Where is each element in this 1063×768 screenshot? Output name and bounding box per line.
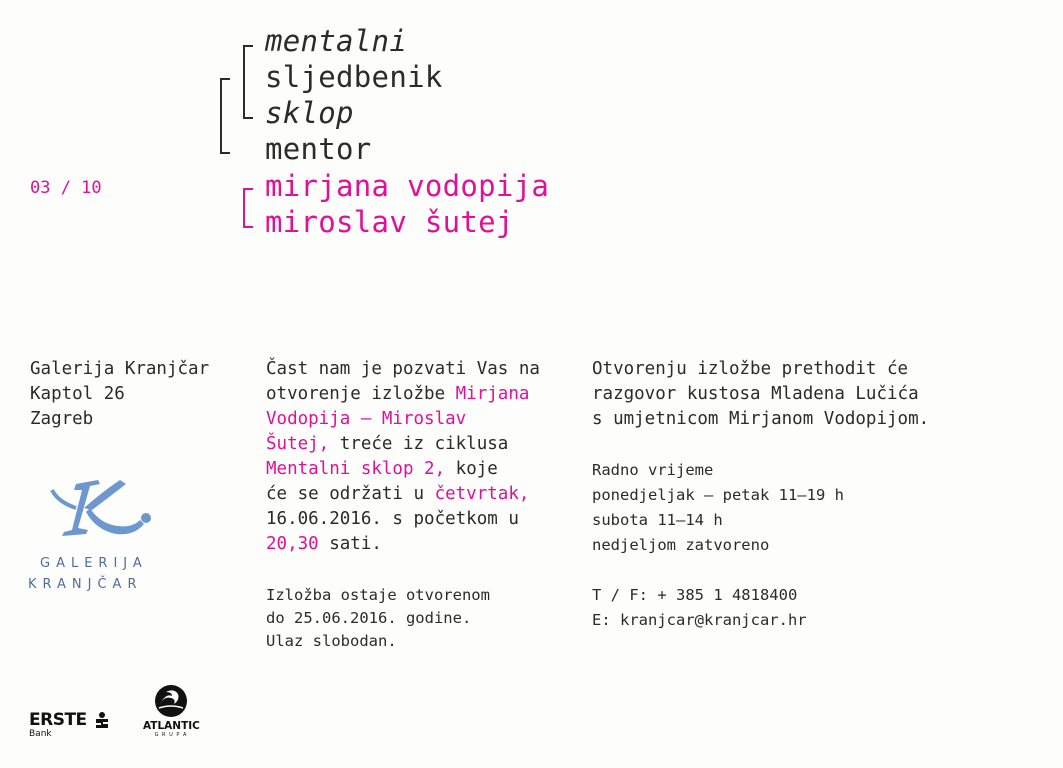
invitation-line-8 — [266, 532, 540, 557]
hours-block — [592, 458, 844, 558]
erste-s-icon — [95, 712, 109, 732]
time-highlight: 20,30 — [266, 534, 319, 554]
exhibition-block — [266, 584, 490, 653]
hours-line-2: subota 11–14 h — [592, 511, 723, 529]
title-line-3: sklop — [265, 96, 354, 130]
address-line-3: Zagreb — [30, 409, 94, 429]
artist-name-1: mirjana vodopija — [265, 169, 550, 203]
exhibition-line-3: Ulaz slobodan. — [266, 632, 397, 650]
galerija-kranjcar-logo — [28, 472, 178, 597]
erste-wordmark: ERSTE — [29, 710, 87, 730]
atlantic-wave-icon — [154, 684, 188, 718]
day-highlight: četvrtak, — [434, 484, 530, 504]
contact-block — [592, 583, 807, 633]
cycle-highlight: Mentalni sklop 2, — [266, 459, 446, 479]
talk-line-1: Otvorenju izložbe prethodit će — [592, 359, 909, 379]
title-line-1: mentalni — [265, 24, 408, 58]
invitation-line-5 — [266, 457, 540, 482]
hours-heading: Radno vrijeme — [592, 461, 714, 479]
address-block — [30, 357, 209, 432]
title-line-2: sljedbenik — [265, 60, 443, 94]
exhibition-line-1: Izložba ostaje otvorenom — [266, 586, 490, 604]
logo-word-kranjcar: KRANJČAR — [28, 577, 143, 592]
invitation-line-7: 16.06.2016. s početkom u — [266, 509, 519, 529]
invitation-line-6 — [266, 482, 540, 507]
exhibition-line-2: do 25.06.2016. godine. — [266, 609, 472, 627]
logo-word-galerija: GALERIJA — [40, 556, 148, 571]
invitation-block — [266, 357, 540, 557]
artist-name-2: miroslav šutej — [265, 205, 514, 239]
title-bracket-inner — [243, 45, 253, 119]
address-line-2: Kaptol 26 — [30, 384, 125, 404]
title-bracket-outer — [220, 78, 230, 154]
invitation-line-4 — [266, 432, 540, 457]
hours-line-3: nedjeljom zatvoreno — [592, 536, 770, 554]
talk-block — [592, 357, 929, 432]
title-line-4: mentor — [265, 132, 372, 166]
atlantic-grupa-logo — [143, 684, 199, 738]
address-line-1: Galerija Kranjčar — [30, 359, 210, 379]
invitation-text: sati. — [318, 534, 382, 554]
contact-email[interactable]: E: kranjcar@kranjcar.hr — [592, 611, 807, 629]
invitation-text: koje — [445, 459, 498, 479]
invitation-line-1: Čast nam je pozvati Vas na — [266, 359, 540, 379]
logo-k-icon — [28, 472, 178, 562]
invitation-text: će se održati u — [266, 484, 435, 504]
talk-line-2: razgovor kustosa Mladena Lučića — [592, 384, 919, 404]
artist-highlight: Mirjana — [455, 384, 530, 404]
hours-line-1: ponedjeljak – petak 11–19 h — [592, 486, 844, 504]
contact-phone: T / F: + 385 1 4818400 — [592, 586, 798, 604]
artist-bracket — [243, 188, 253, 228]
erste-bank-logo — [29, 710, 109, 739]
invitation-line-3: Vodopija – Miroslav — [266, 409, 467, 429]
invitation-text: otvorenje izložbe — [266, 384, 456, 404]
atlantic-grupa-sub: G R U P A — [154, 732, 188, 738]
erste-bank-sub: Bank — [29, 729, 52, 739]
atlantic-wordmark: ATLANTIC — [143, 720, 200, 732]
invitation-text: treće iz ciklusa — [329, 434, 509, 454]
issue-number: 03 / 10 — [30, 178, 102, 198]
invitation-line-2 — [266, 382, 540, 407]
talk-line-3: s umjetnicom Mirjanom Vodopijom. — [592, 409, 930, 429]
artist-highlight: Šutej, — [266, 434, 330, 454]
